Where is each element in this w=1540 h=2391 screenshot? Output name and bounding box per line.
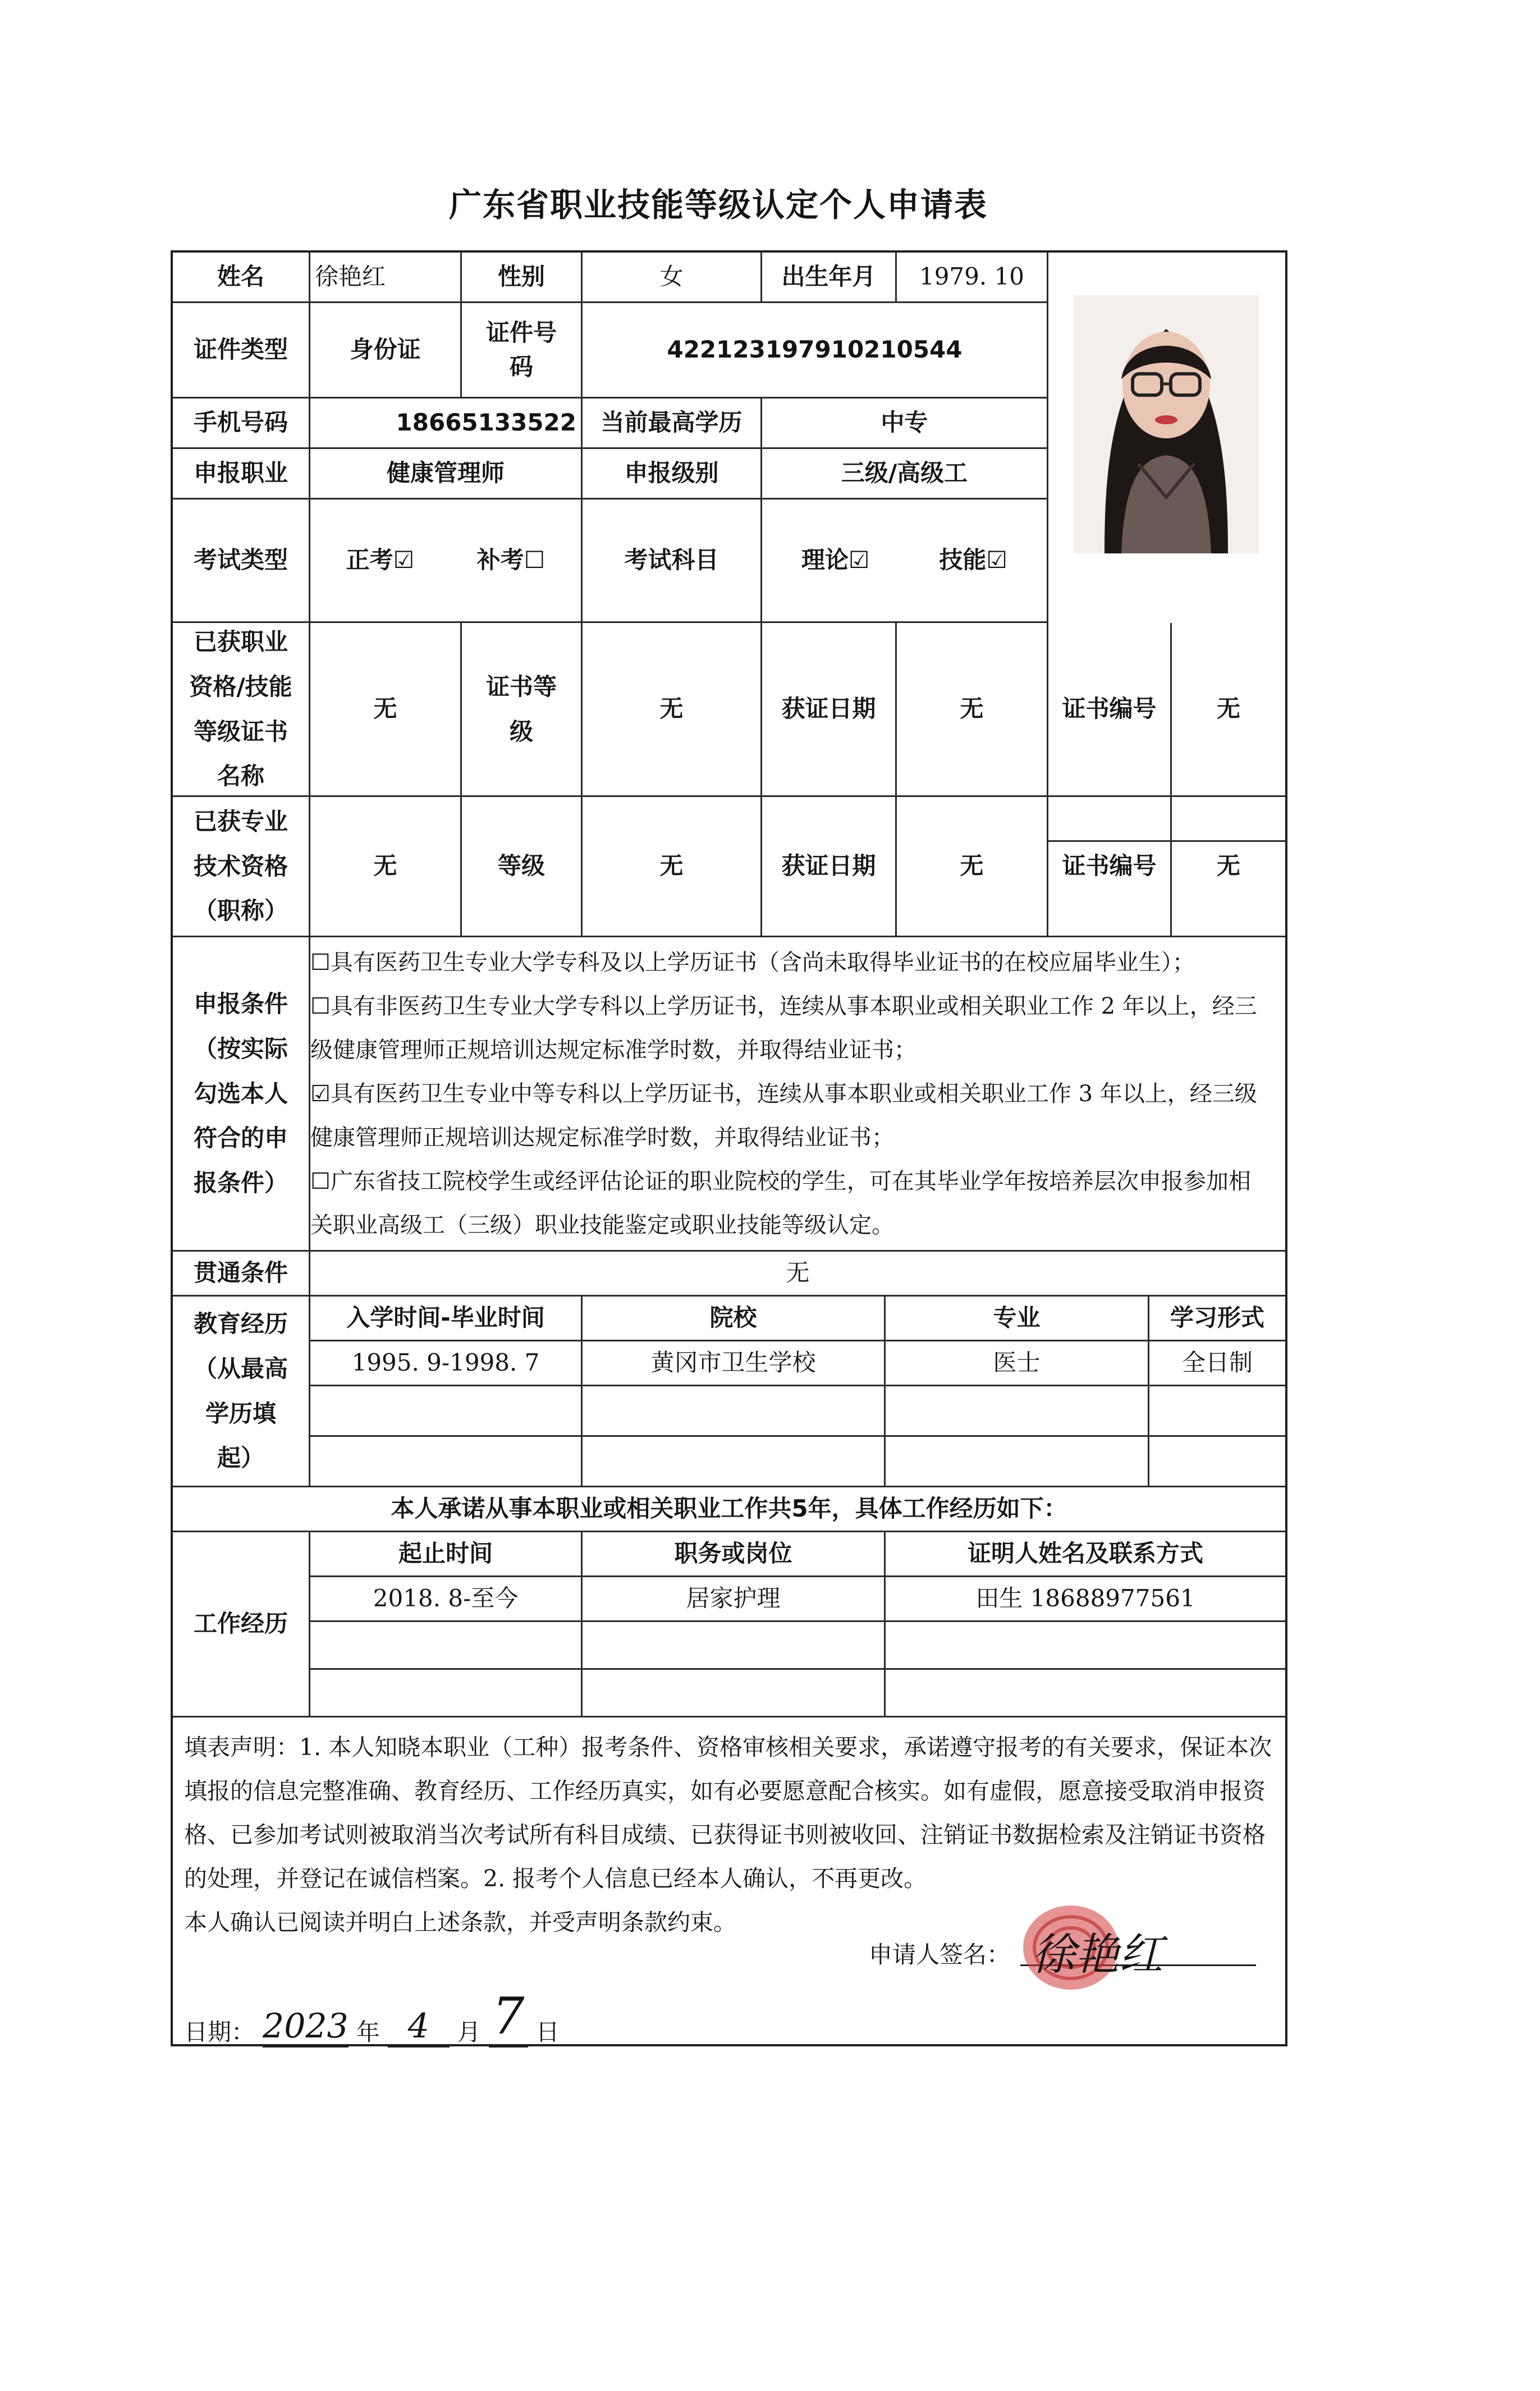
declaration-confirm: 本人确认已阅读并明白上述条款，并受声明条款约束。 xyxy=(184,1909,736,1936)
cert-date-label: 获证日期 xyxy=(762,623,897,797)
date-month-unit: 月 xyxy=(457,2018,481,2046)
occupation-label: 申报职业 xyxy=(173,449,310,500)
exam-subject-value xyxy=(762,500,1048,623)
makeup-exam-checkbox: 补考☐ xyxy=(476,546,546,574)
date-day-unit: 日 xyxy=(535,2018,560,2046)
form-title: 广东省职业技能等级认定个人申请表 xyxy=(448,186,988,224)
exam-type-label: 考试类型 xyxy=(173,500,310,623)
id-type-label: 证件类型 xyxy=(173,303,310,398)
cert-name-value: 无 xyxy=(310,623,462,797)
row-certificate xyxy=(173,623,1285,797)
row-professional xyxy=(173,797,1285,937)
date-year-unit: 年 xyxy=(356,2018,380,2046)
edu-row1-school: 黄冈市卫生学校 xyxy=(583,1341,886,1386)
application-form xyxy=(171,250,1287,2046)
condition-item: ☐具有医药卫生专业大学专科及以上学历证书（含尚未取得毕业证书的在校应届毕业生）； xyxy=(310,950,1195,975)
name-value: 徐艳红 xyxy=(310,253,462,303)
conditions-list xyxy=(310,941,1270,1247)
work-header-period: 起止时间 xyxy=(310,1532,583,1577)
edu-row2-period xyxy=(310,1386,583,1437)
work-row1-position: 居家护理 xyxy=(583,1577,886,1622)
declaration-paragraph: 填表声明：1. 本人知晓本职业（工种）报考条件、资格审核相关要求，承诺遵守报考的有关要求，保证本次填报的信息完整准确、教育经历、工作经历真实，如有必要愿意配合核实。如有虚假，愿意接受取消申报资格、已参加考试则被取消当次考试所有科目成绩、已获得证书则被收回、注销证书数据检索及注销证书资格的处理，并登记在诚信档案。2. 报考个人信息已经本人确认，不再更改。 xyxy=(184,1734,1272,1892)
row-declaration xyxy=(173,1717,1285,2044)
cert-name-label: 已获职业资格/技能等级证书名称 xyxy=(173,623,310,797)
prof-title-value: 无 xyxy=(310,797,462,937)
cert-no-value: 无 xyxy=(1172,623,1285,797)
work-row2-reference xyxy=(886,1622,1285,1670)
row-phone xyxy=(173,398,1285,449)
row-work xyxy=(173,1532,1285,1717)
cert-no-label: 证书编号 xyxy=(1048,623,1172,797)
skill-checkbox: 技能☑ xyxy=(939,546,1008,574)
through-label: 贯通条件 xyxy=(173,1252,310,1297)
birth-value: 1979. 10 xyxy=(897,253,1048,303)
phone-label: 手机号码 xyxy=(173,398,310,449)
row-work-commit xyxy=(173,1487,1285,1532)
edu-row2-mode xyxy=(1149,1386,1285,1437)
education-level-label: 当前最高学历 xyxy=(583,398,762,449)
work-header-position: 职务或岗位 xyxy=(583,1532,886,1577)
work-row3-period xyxy=(310,1670,583,1717)
prof-no-label: 证书编号 xyxy=(1048,797,1172,937)
work-row1-period: 2018. 8-至今 xyxy=(310,1577,583,1622)
prof-title-label: 已获专业技术资格（职称） xyxy=(173,797,310,937)
id-number-value: 422123197910210544 xyxy=(583,303,1048,398)
prof-level-label: 等级 xyxy=(462,797,583,937)
id-number-label: 证件号码 xyxy=(462,303,583,398)
id-type-value: 身份证 xyxy=(310,303,462,398)
edu-row2-major xyxy=(886,1386,1149,1437)
gender-label: 性别 xyxy=(462,253,583,303)
theory-checkbox: 理论☑ xyxy=(801,546,870,574)
edu-row3-mode xyxy=(1149,1437,1285,1487)
date-month: 4 xyxy=(388,2007,450,2048)
date-row xyxy=(184,1987,560,2048)
row-exam xyxy=(173,500,1285,623)
row-occupation xyxy=(173,449,1285,500)
prof-level-value: 无 xyxy=(583,797,762,937)
education-label: 教育经历（从最高学历填起） xyxy=(173,1297,310,1487)
signature-value: 徐艳红 xyxy=(1032,1930,1163,1980)
edu-header-major: 专业 xyxy=(886,1297,1149,1341)
edu-header-mode: 学习形式 xyxy=(1149,1297,1285,1341)
work-row2-period xyxy=(310,1622,583,1670)
exam-type-value xyxy=(310,500,583,623)
work-commitment: 本人承诺从事本职业或相关职业工作共5年，具体工作经历如下： xyxy=(173,1487,1285,1532)
edu-row1-period: 1995. 9-1998. 7 xyxy=(310,1341,583,1386)
level-label: 申报级别 xyxy=(583,449,762,500)
gender-value: 女 xyxy=(583,253,762,303)
edu-header-period: 入学时间-毕业时间 xyxy=(310,1297,583,1341)
row-through xyxy=(173,1252,1285,1297)
work-row2-position xyxy=(583,1622,886,1670)
edu-row3-major xyxy=(886,1437,1149,1487)
condition-item: ☐具有非医药卫生专业大学专科以上学历证书，连续从事本职业或相关职业工作 2 年以上，经三级健康管理师正规培训达规定标准学时数，并取得结业证书； xyxy=(310,993,1257,1063)
condition-item: ☐广东省技工院校学生或经评估论证的职业院校的学生，可在其毕业学年按培养层次申报参加相关职业高级工（三级）职业技能鉴定或职业技能等级认定。 xyxy=(310,1169,1251,1238)
row-conditions xyxy=(173,937,1285,1252)
condition-item: ☑具有医药卫生专业中等专科以上学历证书，连续从事本职业或相关职业工作 3 年以上，经三级健康管理师正规培训达规定标准学时数，并取得结业证书； xyxy=(310,1081,1257,1151)
row-education xyxy=(173,1297,1285,1487)
edu-row3-period xyxy=(310,1437,583,1487)
edu-row1-major: 医士 xyxy=(886,1341,1149,1386)
work-row1-reference: 田生 18688977561 xyxy=(886,1577,1285,1622)
date-year: 2023 xyxy=(263,2007,349,2048)
edu-row3-school xyxy=(583,1437,886,1487)
birth-label: 出生年月 xyxy=(762,253,897,303)
name-label: 姓名 xyxy=(173,253,310,303)
work-label: 工作经历 xyxy=(173,1532,310,1717)
education-level-value: 中专 xyxy=(762,398,1048,449)
occupation-value: 健康管理师 xyxy=(310,449,583,500)
phone-value: 18665133522 xyxy=(310,398,583,449)
edu-row2-school xyxy=(583,1386,886,1437)
work-row3-position xyxy=(583,1670,886,1717)
prof-date-label: 获证日期 xyxy=(762,797,897,937)
work-row3-reference xyxy=(886,1670,1285,1717)
signature-label: 申请人签名： xyxy=(869,1941,1011,1968)
row-id xyxy=(173,303,1285,398)
cert-level-value: 无 xyxy=(583,623,762,797)
through-value: 无 xyxy=(310,1252,1285,1297)
cert-date-value: 无 xyxy=(897,623,1048,797)
prof-date-value: 无 xyxy=(897,797,1048,937)
exam-subject-label: 考试科目 xyxy=(583,500,762,623)
cert-level-label: 证书等级 xyxy=(462,623,583,797)
date-label: 日期： xyxy=(184,2018,255,2046)
work-header-reference: 证明人姓名及联系方式 xyxy=(886,1532,1285,1577)
regular-exam-checkbox: 正考☑ xyxy=(346,546,415,574)
prof-no-value: 无 xyxy=(1172,797,1285,937)
edu-row1-mode: 全日制 xyxy=(1149,1341,1285,1386)
edu-header-school: 院校 xyxy=(583,1297,886,1341)
level-value: 三级/高级工 xyxy=(762,449,1048,500)
date-day: 7 xyxy=(489,1987,528,2048)
conditions-label: 申报条件（按实际勾选本人符合的申报条件） xyxy=(173,937,310,1252)
